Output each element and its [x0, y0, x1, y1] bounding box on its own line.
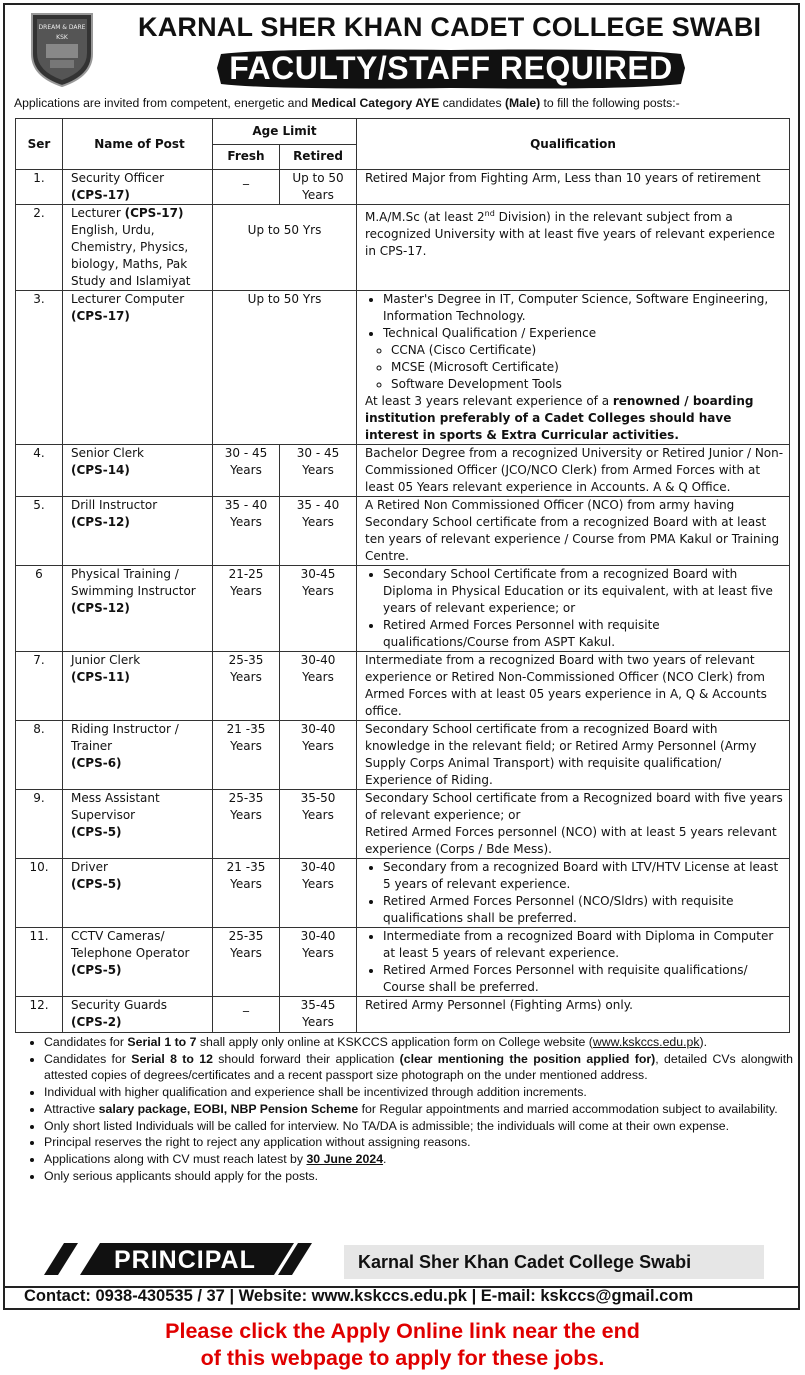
- table-row: 11. CCTV Cameras/ Telephone Operator (CPS-5) 25-35 Years 30-40 Years • Intermediate from a recognized Board with Diploma in Computer at least 5 years of relevant experience. • Retired Armed Forces Personnel with requisite qualifications/ Course shall be preferred.: [16, 928, 790, 997]
- contact-info: Contact: 0938-430535 / 37 | Website: www.kskccs.edu.pk | E-mail: kskccs@gmail.com: [24, 1287, 694, 1305]
- principal-label: PRINCIPAL: [114, 1246, 256, 1274]
- table-row: 1. Security Officer (CPS-17) _ Up to 50 Years Retired Major from Fighting Arm, Less than 10 years of retirement: [16, 170, 790, 205]
- header-retired: Retired: [280, 144, 357, 170]
- svg-text:KSK: KSK: [56, 34, 68, 41]
- intro-text: Applications are invited from competent, energetic and Medical Category AYE candidates (Male) to fill the following posts:-: [14, 96, 680, 110]
- table-row: 8. Riding Instructor / Trainer (CPS-6) 21 -35 Years 30-40 Years Secondary School certificate from a recognized Board with knowledge in the relevant field; or Retired Army Personnel (Army Supply Corps Animal Transport) with requisite qualification/ Experience of Riding.: [16, 721, 790, 790]
- list-item: • Individual with higher qualification and experience shall be incentivized through addition increments.: [44, 1084, 793, 1101]
- list-item: • Candidates for Serial 8 to 12 should forward their application (clear mentioning the position applied for), detailed CVs alongwith attested copies of degrees/certificates and a recent passport size photograph on the under mentioned address.: [44, 1051, 793, 1084]
- table-row: 6 Physical Training / Swimming Instructor (CPS-12) 21-25 Years 30-45 Years • Secondary School Certificate from a recognized Board with Diploma in Physical Education or its equivalent, with at least five years of relevant experience; or • Retired Armed Forces Personnel with requisite qualifications/Course from ASPT Kakul.: [16, 566, 790, 652]
- table-row: 10. Driver (CPS-5) 21 -35 Years 30-40 Years • Secondary from a recognized Board with LTV/HTV License at least 5 years of relevant experience. • Retired Armed Forces Personnel (NCO/Sldrs) with requisite qualifications shall be preferred.: [16, 859, 790, 928]
- table-row: 7. Junior Clerk (CPS-11) 25-35 Years 30-40 Years Intermediate from a recognized Board with two years of relevant experience or Retired Non-Commissioned Officer (NCO Clerk) from Armed Forces with at least 05 years experience in A, Q & Accounts office.: [16, 652, 790, 721]
- header-age-limit: Age Limit: [213, 119, 357, 145]
- table-row: 2. Lecturer (CPS-17) English, Urdu, Chemistry, Physics, biology, Maths, Pak Study and Islamiyat Up to 50 Yrs M.A/M.Sc (at least 2nd Division) in the relevant subject from a recognized University with at least five years of relevant experience in CPS-17.: [16, 205, 790, 291]
- list-item: • Attractive salary package, EOBI, NBP Pension Scheme for Regular appointments and married accommodation subject to availability.: [44, 1101, 793, 1118]
- list-item: • Applications along with CV must reach latest by 30 June 2024.: [44, 1151, 793, 1168]
- table-row: 4. Senior Clerk (CPS-14) 30 - 45 Years 30 - 45 Years Bachelor Degree from a recognized University or Retired Junior / Non-Commissioned Officer (JCO/NCO Clerk) from Armed Forces with at least 05 Years relevant experience in Accounts. A & Q Office.: [16, 445, 790, 497]
- faculty-banner: [215, 48, 687, 90]
- college-name-box: [344, 1245, 764, 1279]
- table-row: 9. Mess Assistant Supervisor (CPS-5) 25-35 Years 35-50 Years Secondary School certificate from a Recognized board with five years of relevant experience; or Retired Armed Forces personnel (NCO) with at least 5 years relevant experience (Corps / Bde Mess).: [16, 790, 790, 859]
- college-crest-logo: [28, 10, 96, 88]
- table-row: 3. Lecturer Computer (CPS-17) Up to 50 Yrs • Master's Degree in IT, Computer Science, Software Engineering, Information Technology. • Technical Qualification / Experience ◦ CCNA (Cisco Certificate) ◦ MCSE (Microsoft Certificate) ◦ Software Development Tools At least 3 years relevant experience of a renowned / boarding institution preferably of a Cadet Colleges should have interest in sports & Extra Curricular activities.: [16, 291, 790, 445]
- header-ser: Ser: [16, 119, 63, 170]
- header-fresh: Fresh: [213, 144, 280, 170]
- table-row: 5. Drill Instructor (CPS-12) 35 - 40 Years 35 - 40 Years A Retired Non Commissioned Officer (NCO) from army having Secondary School certificate from a recognized Board with at least ten years of relevant experience / Course from PMA Kakul or Training Centre.: [16, 497, 790, 566]
- header-qualification: Qualification: [357, 119, 790, 170]
- principal-signature-block: [44, 1243, 312, 1275]
- apply-online-notice: Please click the Apply Online link near the end of this webpage to apply for these jobs.: [165, 1319, 640, 1370]
- list-item: • Candidates for Serial 1 to 7 shall apply only online at KSKCCS application form on College website (www.kskccs.edu.pk).: [44, 1034, 793, 1051]
- table-row: 12. Security Guards (CPS-2) _ 35-45 Years Retired Army Personnel (Fighting Arms) only.: [16, 997, 790, 1033]
- list-item: • Only short listed Individuals will be called for interview. No TA/DA is admissible; the individuals will come at their own expense.: [44, 1118, 793, 1135]
- list-item: • Principal reserves the right to reject any application without assigning reasons.: [44, 1134, 793, 1151]
- college-name-footer: Karnal Sher Khan Cadet College Swabi: [358, 1252, 692, 1272]
- banner-title: FACULTY/STAFF REQUIRED: [229, 50, 673, 86]
- college-title: KARNAL SHER KHAN CADET COLLEGE SWABI: [138, 12, 762, 42]
- college-website-link[interactable]: www.kskccs.edu.pk: [592, 1035, 700, 1049]
- svg-text:DREAM & DARE: DREAM & DARE: [38, 24, 86, 31]
- list-item: • Only serious applicants should apply for the posts.: [44, 1168, 793, 1185]
- application-notes: [18, 1034, 793, 1184]
- header-post: Name of Post: [63, 119, 213, 170]
- posts-table: [15, 118, 790, 1033]
